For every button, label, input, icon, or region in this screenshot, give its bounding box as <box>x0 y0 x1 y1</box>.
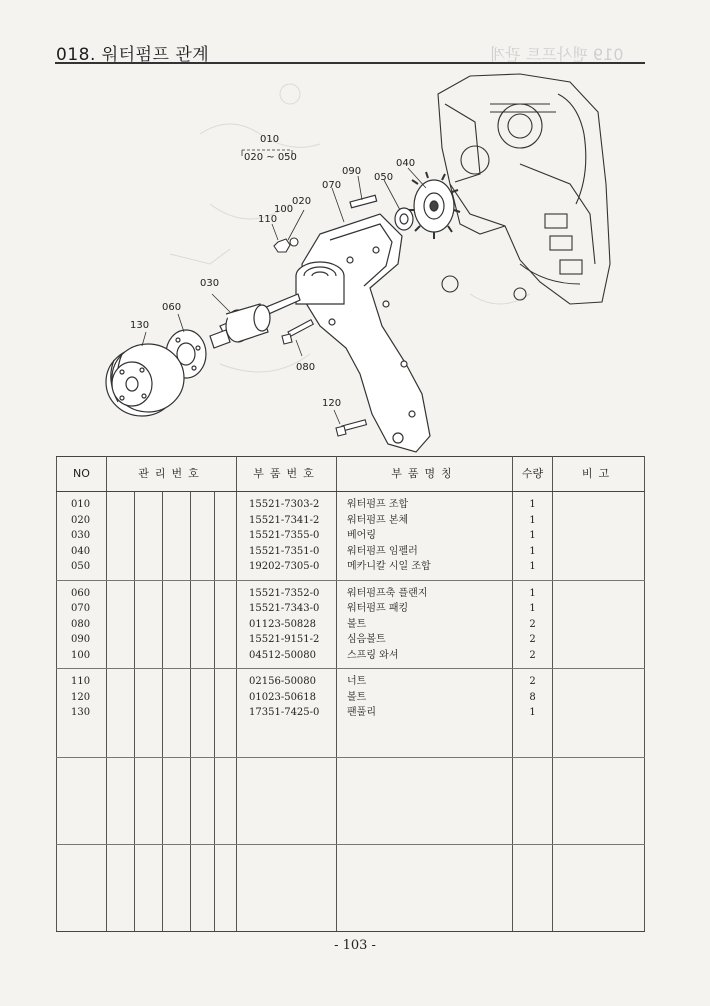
part-name-value: 볼트 <box>347 691 367 703</box>
qty-value: 2 <box>529 676 536 687</box>
part-no-value: 15521-7343-0 <box>249 603 320 614</box>
no-value: 100 <box>71 649 91 661</box>
callout-020-050: 020 ~ 050 <box>244 152 297 163</box>
part-name-value: 워터펌프 임펠러 <box>347 545 418 557</box>
qty-value: 1 <box>529 499 536 510</box>
callout-030: 030 <box>200 278 220 289</box>
part-no-cell <box>237 669 337 758</box>
callout-040: 040 <box>396 158 416 169</box>
part-name-cell <box>337 580 513 669</box>
engine-block-drawing <box>438 74 610 304</box>
callout-110: 110 <box>258 214 278 225</box>
part-no-value: 02156-50080 <box>249 676 317 687</box>
management-cell <box>107 580 135 669</box>
callout-070: 070 <box>322 180 342 191</box>
management-cell <box>215 492 237 581</box>
callout-020: 020 <box>292 196 312 207</box>
part-no-value: 15521-9151-2 <box>249 634 320 645</box>
header-qty: 수량 <box>513 457 553 492</box>
qty-value: 1 <box>529 561 536 572</box>
parts-table <box>56 456 645 932</box>
header-remarks: 비고 <box>553 457 645 492</box>
page-title: 018. 워터펌프 관계 <box>56 45 210 65</box>
callout-010: 010 <box>260 134 280 145</box>
part-name-value: 워터펌프 조합 <box>347 499 409 510</box>
callout-100: 100 <box>274 204 294 215</box>
part-no-value: 15521-7355-0 <box>249 530 320 541</box>
qty-value: 1 <box>529 603 536 614</box>
qty-value: 2 <box>529 649 536 661</box>
callout-120: 120 <box>322 398 342 409</box>
header-part-no: 부품번호 <box>237 457 337 492</box>
table-row-group-1 <box>57 492 645 581</box>
qty-cell <box>513 669 553 758</box>
qty-cell <box>513 580 553 669</box>
part-no-value: 01023-50618 <box>249 691 317 703</box>
no-value: 060 <box>71 587 91 599</box>
qty-value: 2 <box>529 634 536 645</box>
management-cell <box>215 669 237 758</box>
part-no-value: 15521-7352-0 <box>249 587 320 599</box>
part-no-value: 15521-7303-2 <box>249 499 320 510</box>
part-name-value: 스프링 와셔 <box>347 649 399 661</box>
no-value: 090 <box>71 634 91 645</box>
remarks-cell <box>553 492 645 581</box>
callout-060: 060 <box>162 302 182 313</box>
management-cell <box>107 492 135 581</box>
qty-value: 1 <box>529 514 536 526</box>
qty-value: 8 <box>529 691 536 703</box>
nut-washer-drawing <box>274 238 298 252</box>
qty-value: 2 <box>529 618 536 630</box>
no-value: 080 <box>71 618 91 630</box>
management-cell <box>191 580 215 669</box>
management-cell <box>163 580 191 669</box>
part-name-value: 베어링 <box>347 530 376 541</box>
fan-pulley-drawing <box>106 344 184 416</box>
management-cell <box>135 492 163 581</box>
header-no: NO <box>57 457 107 492</box>
table-header-row <box>57 457 645 492</box>
qty-value: 1 <box>529 707 536 718</box>
part-no-cell <box>237 580 337 669</box>
qty-value: 1 <box>529 587 536 599</box>
part-name-value: 워터펌프 패킹 <box>347 603 409 614</box>
bleed-through-title: 019 팬사프트 관계 <box>490 45 624 64</box>
management-cell <box>107 669 135 758</box>
management-cell <box>135 669 163 758</box>
part-no-value: 04512-50080 <box>249 649 317 661</box>
part-name-value: 너트 <box>347 676 367 687</box>
no-value: 020 <box>71 514 91 526</box>
pump-body-drawing <box>296 214 430 452</box>
no-value: 010 <box>71 499 91 510</box>
callout-080: 080 <box>296 362 316 373</box>
part-name-value: 팬풀리 <box>347 707 376 718</box>
qty-cell <box>513 492 553 581</box>
header-part-name: 부품명칭 <box>337 457 513 492</box>
part-no-value: 19202-7305-0 <box>249 561 320 572</box>
part-no-value: 17351-7425-0 <box>249 707 320 718</box>
no-value: 040 <box>71 545 91 557</box>
mechanical-seal-drawing <box>395 208 413 230</box>
page-number: - 103 - <box>334 938 376 953</box>
no-value: 070 <box>71 603 91 614</box>
no-value: 110 <box>71 676 91 687</box>
part-name-value: 워터펌프 본체 <box>347 514 409 526</box>
remarks-cell <box>553 669 645 758</box>
no-value: 120 <box>71 691 91 703</box>
qty-value: 1 <box>529 545 536 557</box>
part-name-cell <box>337 669 513 758</box>
part-name-cell <box>337 492 513 581</box>
impeller-drawing <box>407 172 460 239</box>
management-cell <box>191 669 215 758</box>
part-no-value: 15521-7351-0 <box>249 545 320 557</box>
part-no-value: 15521-7341-2 <box>249 514 320 526</box>
part-no-cell <box>237 492 337 581</box>
no-cell <box>57 580 107 669</box>
no-cell <box>57 669 107 758</box>
callout-050: 050 <box>374 172 394 183</box>
exploded-view-diagram <box>50 64 650 460</box>
remarks-cell <box>553 580 645 669</box>
table-row-group-2 <box>57 580 645 669</box>
part-no-value: 01123-50828 <box>249 618 317 630</box>
management-cell <box>163 669 191 758</box>
management-cell <box>215 580 237 669</box>
callout-090: 090 <box>342 166 362 177</box>
no-value: 130 <box>71 707 91 718</box>
qty-value: 1 <box>529 530 536 541</box>
no-cell <box>57 492 107 581</box>
table-row-empty <box>57 758 645 845</box>
part-name-value: 볼트 <box>347 618 367 630</box>
management-cell <box>163 492 191 581</box>
management-cell <box>191 492 215 581</box>
part-name-value: 메카니칼 시일 조합 <box>347 561 431 572</box>
management-cell <box>135 580 163 669</box>
stud-bolt-drawing <box>350 195 377 208</box>
part-name-value: 워터펌프축 플랜지 <box>347 587 428 599</box>
part-name-value: 심음볼트 <box>347 634 386 645</box>
callout-130: 130 <box>130 320 150 331</box>
table-row-group-3 <box>57 669 645 758</box>
table-row-empty <box>57 845 645 932</box>
no-value: 050 <box>71 561 91 572</box>
header-management-no: 관리번호 <box>107 457 237 492</box>
no-value: 030 <box>71 530 91 541</box>
